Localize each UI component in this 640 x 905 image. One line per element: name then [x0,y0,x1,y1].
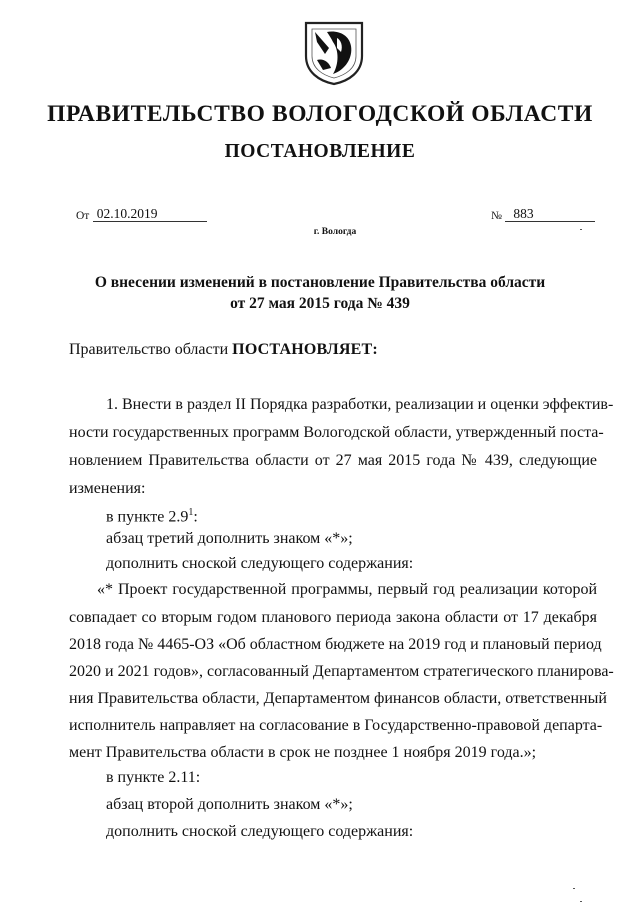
body-line: 1. Внести в раздел II Порядка разработки, реализации и оценки эффектив- [106,396,614,413]
decree-verb: ПОСТАНОВЛЯЕТ: [232,341,378,358]
number-label: № [491,210,502,222]
scan-speck [580,901,582,902]
document-type: ПОСТАНОВЛЕНИЕ [224,141,416,162]
item-text: в пункте 2.9 [106,508,189,526]
scan-speck [580,229,582,230]
quote-line: «* Проект государственной программы, первый год реализации которой [97,581,597,598]
item-suffix: : [193,508,198,526]
body-line: изменения: [69,480,146,497]
coat-of-arms-emblem [303,20,365,86]
subject-line-1: О внесении изменений в постановление Правительства области [94,274,546,291]
scan-speck [573,888,575,889]
date-value: 02.10.2019 [93,207,207,222]
city-label: г. Вологда [313,227,357,237]
quote-line: совпадает со вторым годом планового периода закона области от 17 декабря [69,609,597,626]
quote-line: 2018 года № 4465-ОЗ «Об областном бюджете на 2019 год и плановый период [69,636,602,653]
body-line: ности государственных программ Вологодской области, утвержденный поста- [69,424,604,441]
list-item [106,507,634,526]
decree-statement [69,341,378,359]
number-field [491,206,595,222]
quote-line: ния Правительства области, Департаментом финансов области, ответственный [69,690,607,707]
decree-intro: Правительство области [69,341,229,358]
body-line: новлением Правительства области от 27 мая 2015 года № 439, следующие [69,452,597,469]
item-superscript: 1 [188,507,194,518]
list-item: дополнить сноской следующего содержания: [106,555,414,572]
date-field [76,206,207,222]
list-item: дополнить сноской следующего содержания: [106,823,414,840]
list-item: в пункте 2.11: [106,769,201,786]
quote-line: 2020 и 2021 годов», согласованный Департаментом стратегического планирова- [69,663,614,680]
date-label: От [76,210,90,222]
quote-line: исполнитель направляет на согласование в Государственно-правовой департа- [69,717,603,734]
document-subject [0,272,640,314]
subject-line-2: от 27 мая 2015 года № 439 [230,295,410,312]
government-title: ПРАВИТЕЛЬСТВО ВОЛОГОДСКОЙ ОБЛАСТИ [47,101,593,127]
list-item: абзац второй дополнить знаком «*»; [106,796,353,813]
list-item: абзац третий дополнить знаком «*»; [106,530,353,547]
quote-line: мент Правительства области в срок не позднее 1 ноября 2019 года.»; [69,744,537,761]
number-value: 883 [505,207,595,222]
